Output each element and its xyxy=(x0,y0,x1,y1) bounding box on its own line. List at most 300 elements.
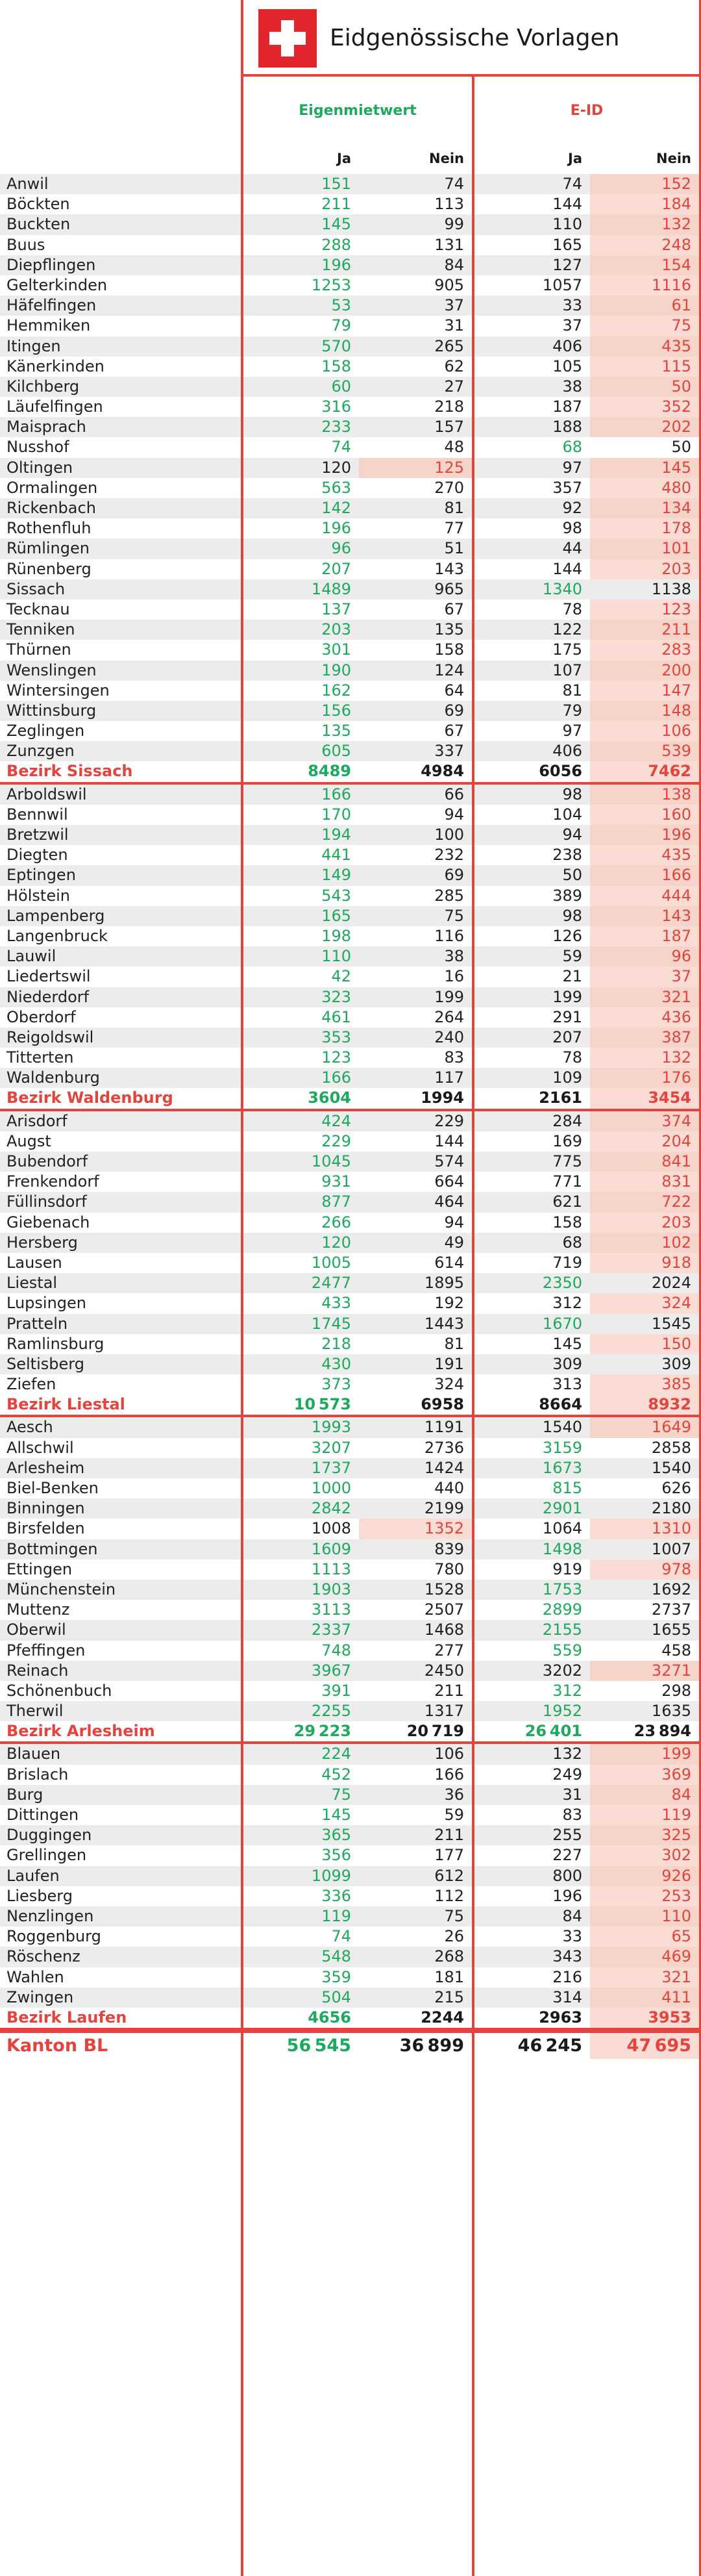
table-row xyxy=(0,1374,701,1395)
row-name: Füllinsdorf xyxy=(6,1193,87,1211)
eigenmietwert-nein-cell: 81 xyxy=(444,1334,464,1353)
row-name: Aesch xyxy=(6,1418,53,1437)
eid-nein-cell: 325 xyxy=(590,1825,699,1845)
table-row xyxy=(0,1641,701,1661)
eid-ja-cell: 207 xyxy=(552,1028,582,1046)
table-row xyxy=(0,1213,701,1233)
eid-ja-cell: 126 xyxy=(552,926,582,945)
row-name: Ettingen xyxy=(6,1559,73,1578)
row-name: Pfeffingen xyxy=(6,1641,86,1660)
row-name: Niederdorf xyxy=(6,987,90,1006)
eid-ja-cell: 2161 xyxy=(539,1089,582,1107)
row-name: Pratteln xyxy=(6,1314,68,1333)
eigenmietwert-ja-cell: 119 xyxy=(321,1906,351,1925)
eigenmietwert-nein-cell: 31 xyxy=(444,316,464,335)
eid-nein-cell: 160 xyxy=(590,805,699,825)
eid-nein-cell: 831 xyxy=(590,1172,699,1192)
eid-nein-cell: 469 xyxy=(590,1947,699,1967)
eigenmietwert-ja-cell: 2337 xyxy=(311,1621,351,1639)
table-row xyxy=(0,1111,701,1131)
eigenmietwert-ja-cell: 158 xyxy=(321,357,351,375)
eid-nein-cell: 1116 xyxy=(590,275,699,296)
eid-ja-cell: 83 xyxy=(562,1806,582,1824)
table-row xyxy=(0,437,701,457)
row-name: Therwil xyxy=(6,1702,64,1721)
row-name: Bezirk Waldenburg xyxy=(6,1089,173,1107)
eigenmietwert-nein-cell: 215 xyxy=(434,1988,464,2006)
eid-ja-cell: 33 xyxy=(562,296,582,315)
row-name: Brislach xyxy=(6,1765,69,1784)
eid-ja-cell: 771 xyxy=(552,1172,582,1191)
table-row xyxy=(0,1273,701,1293)
eigenmietwert-ja-cell: 1489 xyxy=(311,579,351,598)
eigenmietwert-nein-cell: 62 xyxy=(444,357,464,375)
row-name: Zeglingen xyxy=(6,722,85,740)
eigenmietwert-nein-cell: 106 xyxy=(434,1745,464,1763)
eid-nein-cell: 309 xyxy=(661,1354,691,1373)
row-name: Roggenburg xyxy=(6,1927,101,1946)
eid-nein-cell: 321 xyxy=(590,1967,699,1988)
eigenmietwert-nein-cell: 4984 xyxy=(421,762,464,781)
eid-ja-cell: 719 xyxy=(552,1253,582,1272)
eid-nein-cell: 176 xyxy=(590,1068,699,1088)
eigenmietwert-ja-cell: 149 xyxy=(321,866,351,885)
swiss-flag-icon xyxy=(258,9,317,68)
eid-ja-cell: 919 xyxy=(552,1559,582,1578)
eid-nein-cell: 61 xyxy=(590,296,699,316)
table-row xyxy=(0,1926,701,1947)
eigenmietwert-nein-cell: 285 xyxy=(434,886,464,905)
eigenmietwert-nein-cell: 144 xyxy=(434,1131,464,1150)
eid-ja-cell: 291 xyxy=(552,1007,582,1026)
row-name: Diegten xyxy=(6,846,68,865)
eigenmietwert-nein-cell: 112 xyxy=(434,1886,464,1905)
row-name: Tenniken xyxy=(6,620,75,639)
row-name: Nusshof xyxy=(6,438,69,457)
eid-ja-cell: 94 xyxy=(562,826,582,844)
row-name: Wenslingen xyxy=(6,661,97,679)
eigenmietwert-ja-cell: 563 xyxy=(321,478,351,497)
bezirk-total-row xyxy=(0,761,701,784)
table-row xyxy=(0,417,701,437)
table-row xyxy=(0,701,701,721)
eigenmietwert-nein-cell: 27 xyxy=(444,377,464,396)
table-row xyxy=(0,296,701,316)
eid-ja-cell: 312 xyxy=(552,1294,582,1313)
table-row xyxy=(0,1068,701,1088)
eigenmietwert-ja-cell: 3207 xyxy=(311,1438,351,1457)
eid-nein-cell: 3271 xyxy=(590,1661,699,1681)
eid-nein-cell: 722 xyxy=(590,1192,699,1212)
table-row xyxy=(0,1620,701,1640)
eid-nein-cell: 154 xyxy=(590,255,699,275)
table-row xyxy=(0,498,701,518)
table-row xyxy=(0,1866,701,1886)
eid-ja-cell: 38 xyxy=(562,377,582,396)
eigenmietwert-nein-cell: 83 xyxy=(444,1048,464,1067)
eid-ja-cell: 343 xyxy=(552,1947,582,1966)
eigenmietwert-nein-cell: 270 xyxy=(434,478,464,497)
eid-ja-cell: 97 xyxy=(562,722,582,740)
row-name: Langenbruck xyxy=(6,926,108,945)
eid-ja-cell: 81 xyxy=(562,681,582,700)
table-row xyxy=(0,741,701,761)
table-row xyxy=(0,886,701,906)
eigenmietwert-nein-cell: 211 xyxy=(434,1681,464,1700)
eid-ja-cell: 8664 xyxy=(539,1395,582,1414)
eigenmietwert-nein-cell: 125 xyxy=(359,458,472,478)
row-name: Buus xyxy=(6,235,45,254)
table-row xyxy=(0,1048,701,1068)
eid-ja-cell: 238 xyxy=(552,846,582,865)
row-name: Rünenberg xyxy=(6,559,92,578)
row-name: Eptingen xyxy=(6,866,76,885)
row-name: Liestal xyxy=(6,1274,58,1293)
eid-nein-cell: 1138 xyxy=(651,579,691,598)
eid-ja-cell: 122 xyxy=(552,620,582,639)
eigenmietwert-ja-cell: 3967 xyxy=(311,1661,351,1680)
eigenmietwert-nein-cell: 100 xyxy=(434,826,464,844)
eigenmietwert-nein-cell: 84 xyxy=(444,255,464,274)
eigenmietwert-ja-cell: 301 xyxy=(321,640,351,659)
eigenmietwert-nein-cell: 181 xyxy=(434,1967,464,1986)
row-name: Rickenbach xyxy=(6,499,96,517)
table-row xyxy=(0,1539,701,1559)
eid-ja-cell: 92 xyxy=(562,499,582,517)
eigenmietwert-nein-cell: 464 xyxy=(434,1193,464,1211)
table-row xyxy=(0,1988,701,2008)
row-name: Wittinsburg xyxy=(6,701,97,720)
table-row xyxy=(0,1314,701,1334)
eigenmietwert-nein-cell: 143 xyxy=(434,559,464,578)
table-row xyxy=(0,1559,701,1580)
eid-ja-cell: 46 245 xyxy=(517,2036,582,2056)
table-row xyxy=(0,661,701,681)
eid-nein-cell: 199 xyxy=(590,1744,699,1764)
eid-nein-cell: 2024 xyxy=(651,1274,691,1293)
row-name: Seltisberg xyxy=(6,1354,84,1373)
row-name: Binningen xyxy=(6,1499,85,1518)
row-name: Bretzwil xyxy=(6,826,69,844)
eigenmietwert-ja-cell: 198 xyxy=(321,926,351,945)
eid-ja-cell: 2963 xyxy=(539,2008,582,2027)
table-row xyxy=(0,1519,701,1539)
eigenmietwert-ja-cell: 170 xyxy=(321,805,351,824)
eigenmietwert-ja-cell: 120 xyxy=(321,1233,351,1252)
eid-nein-cell: 926 xyxy=(590,1866,699,1886)
eigenmietwert-nein-cell: 74 xyxy=(444,175,464,193)
eigenmietwert-nein-cell: 116 xyxy=(434,926,464,945)
eid-nein-cell: 145 xyxy=(590,458,699,478)
bezirk-total-row xyxy=(0,1721,701,1744)
eigenmietwert-ja-cell: 229 xyxy=(321,1131,351,1150)
eid-nein-cell: 387 xyxy=(590,1028,699,1048)
eigenmietwert-nein-cell: 965 xyxy=(434,579,464,598)
eid-nein-cell: 978 xyxy=(590,1559,699,1580)
eid-ja-cell: 84 xyxy=(562,1906,582,1925)
eigenmietwert-ja-cell: 166 xyxy=(321,785,351,803)
row-name: Zwingen xyxy=(6,1988,74,2006)
eid-nein-cell: 1692 xyxy=(651,1580,691,1598)
table-row xyxy=(0,600,701,620)
eid-nein-cell: 444 xyxy=(590,886,699,906)
row-name: Ziefen xyxy=(6,1375,56,1394)
eigenmietwert-ja-cell: 224 xyxy=(321,1745,351,1763)
eid-nein-cell: 102 xyxy=(590,1233,699,1253)
eid-ja-cell: 621 xyxy=(552,1193,582,1211)
eigenmietwert-ja-cell: 56 545 xyxy=(286,2036,351,2056)
eid-ja-cell: 309 xyxy=(552,1354,582,1373)
table-row xyxy=(0,458,701,478)
row-name: Lupsingen xyxy=(6,1294,86,1313)
row-name: Arboldswil xyxy=(6,785,87,803)
eid-nein-cell: 150 xyxy=(590,1334,699,1354)
eid-nein-cell: 3953 xyxy=(590,2008,699,2028)
row-name: Arisdorf xyxy=(6,1111,68,1130)
eigenmietwert-ja-cell: 1099 xyxy=(311,1866,351,1885)
eid-nein-cell: 1649 xyxy=(590,1417,699,1437)
eigenmietwert-nein-cell: 1191 xyxy=(424,1418,464,1437)
eigenmietwert-nein-cell: 94 xyxy=(444,805,464,824)
eid-nein-cell: 1540 xyxy=(651,1458,691,1477)
table-row xyxy=(0,865,701,885)
eigenmietwert-ja-cell: 233 xyxy=(321,418,351,436)
eigenmietwert-ja-cell: 391 xyxy=(321,1681,351,1700)
eigenmietwert-nein-cell: 211 xyxy=(434,1826,464,1845)
table-row xyxy=(0,174,701,194)
row-name: Bezirk Arlesheim xyxy=(6,1722,155,1741)
eigenmietwert-ja-cell: 142 xyxy=(321,499,351,517)
eid-nein-cell: 132 xyxy=(590,214,699,234)
eigenmietwert-nein-cell: 1317 xyxy=(424,1702,464,1721)
eigenmietwert-nein-cell: 158 xyxy=(434,640,464,659)
table-row xyxy=(0,1805,701,1825)
eigenmietwert-ja-cell: 323 xyxy=(321,987,351,1006)
row-name: Anwil xyxy=(6,175,49,193)
eigenmietwert-ja-cell: 2842 xyxy=(311,1499,351,1518)
eid-nein-cell: 119 xyxy=(590,1805,699,1825)
table-row xyxy=(0,1600,701,1620)
eigenmietwert-nein-cell: 59 xyxy=(444,1806,464,1824)
table-row xyxy=(0,1131,701,1152)
eid-ja-cell: 406 xyxy=(552,742,582,761)
eid-nein-cell: 65 xyxy=(590,1926,699,1947)
eigenmietwert-ja-cell: 4656 xyxy=(308,2008,351,2027)
table-row xyxy=(0,194,701,214)
eigenmietwert-ja-cell: 3113 xyxy=(311,1600,351,1619)
eid-nein-cell: 96 xyxy=(590,946,699,966)
eigenmietwert-ja-cell: 3604 xyxy=(308,1089,351,1107)
eigenmietwert-nein-cell: 1443 xyxy=(424,1314,464,1333)
row-name: Dittingen xyxy=(6,1806,79,1824)
table-row xyxy=(0,640,701,660)
row-name: Zunzgen xyxy=(6,742,75,761)
table-row xyxy=(0,785,701,805)
eigenmietwert-ja-cell: 877 xyxy=(321,1193,351,1211)
eid-ja-cell: 187 xyxy=(552,398,582,416)
eid-ja-cell: 37 xyxy=(562,316,582,335)
row-name: Thürnen xyxy=(6,640,71,659)
row-name: Oberwil xyxy=(6,1621,66,1639)
table-row xyxy=(0,1007,701,1028)
eid-ja-cell: 78 xyxy=(562,1048,582,1067)
eid-ja-cell: 144 xyxy=(552,559,582,578)
table-row xyxy=(0,620,701,640)
table-row xyxy=(0,845,701,865)
table-row xyxy=(0,1580,701,1600)
table-row xyxy=(0,397,701,417)
row-name: Gelterkinden xyxy=(6,275,108,294)
row-name: Böckten xyxy=(6,195,70,214)
eid-nein-cell: 123 xyxy=(590,600,699,620)
eid-ja-cell: 144 xyxy=(552,195,582,214)
eid-nein-cell: 321 xyxy=(590,987,699,1007)
eigenmietwert-ja-cell: 288 xyxy=(321,235,351,254)
eigenmietwert-nein-cell: 124 xyxy=(434,661,464,679)
row-name: Sissach xyxy=(6,579,66,598)
eigenmietwert-ja-cell: 165 xyxy=(321,906,351,925)
table-row xyxy=(0,1152,701,1172)
table-row xyxy=(0,966,701,987)
row-name: Laufen xyxy=(6,1866,60,1885)
eid-nein-cell: 374 xyxy=(590,1111,699,1131)
eid-nein-cell: 134 xyxy=(590,498,699,518)
eid-ja-cell: 815 xyxy=(552,1479,582,1497)
row-name: Rothenfluh xyxy=(6,519,92,538)
row-name: Liedertswil xyxy=(6,967,91,986)
row-name: Oberdorf xyxy=(6,1007,76,1026)
table-row xyxy=(0,1354,701,1374)
table-row xyxy=(0,1293,701,1313)
eid-ja-cell: 1340 xyxy=(542,579,582,598)
eigenmietwert-ja-header: Ja xyxy=(337,151,351,166)
eigenmietwert-ja-cell: 60 xyxy=(331,377,351,396)
row-name: Bezirk Sissach xyxy=(6,762,133,781)
eigenmietwert-ja-cell: 1745 xyxy=(311,1314,351,1333)
eigenmietwert-ja-cell: 203 xyxy=(321,620,351,639)
eid-nein-cell: 147 xyxy=(590,681,699,701)
eigenmietwert-nein-cell: 51 xyxy=(444,539,464,558)
eid-ja-cell: 109 xyxy=(552,1068,582,1087)
eid-ja-cell: 78 xyxy=(562,600,582,618)
eid-nein-cell: 2180 xyxy=(651,1499,691,1518)
eid-ja-cell: 175 xyxy=(552,640,582,659)
table-row xyxy=(0,518,701,538)
row-name: Känerkinden xyxy=(6,357,105,375)
eid-ja-cell: 145 xyxy=(552,1334,582,1353)
row-name: Häfelfingen xyxy=(6,296,97,315)
row-name: Hölstein xyxy=(6,886,70,905)
table-row xyxy=(0,721,701,741)
eigenmietwert-ja-cell: 75 xyxy=(331,1785,351,1804)
eid-nein-cell: 3454 xyxy=(590,1088,699,1108)
table-row xyxy=(0,1765,701,1785)
eid-ja-cell: 313 xyxy=(552,1375,582,1394)
eid-nein-cell: 324 xyxy=(590,1293,699,1313)
eigenmietwert-ja-cell: 137 xyxy=(321,600,351,618)
table-row xyxy=(0,1458,701,1478)
eigenmietwert-nein-cell: 905 xyxy=(434,275,464,294)
eigenmietwert-ja-cell: 218 xyxy=(321,1334,351,1353)
eid-ja-cell: 196 xyxy=(552,1886,582,1905)
eid-nein-cell: 411 xyxy=(590,1988,699,2008)
eigenmietwert-ja-cell: 1253 xyxy=(311,275,351,294)
table-row xyxy=(0,336,701,357)
eid-ja-cell: 1670 xyxy=(542,1314,582,1333)
table-row xyxy=(0,1417,701,1437)
row-name: Tecknau xyxy=(6,600,70,618)
row-name: Rümlingen xyxy=(6,539,90,558)
eigenmietwert-nein-cell: 574 xyxy=(434,1152,464,1170)
eid-nein-cell: 106 xyxy=(590,721,699,741)
eid-ja-cell: 1064 xyxy=(542,1519,582,1538)
eid-ja-cell: 3159 xyxy=(542,1438,582,1457)
eigenmietwert-ja-cell: 461 xyxy=(321,1007,351,1026)
eigenmietwert-nein-cell: 1895 xyxy=(424,1274,464,1293)
eigenmietwert-nein-cell: 26 xyxy=(444,1927,464,1946)
eid-nein-cell: 50 xyxy=(590,377,699,397)
table-row xyxy=(0,825,701,845)
kanton-total-row xyxy=(0,2030,701,2056)
table-row xyxy=(0,478,701,498)
eid-ja-cell: 357 xyxy=(552,478,582,497)
eid-ja-cell: 74 xyxy=(562,175,582,193)
row-name: Blauen xyxy=(6,1745,61,1763)
eid-nein-cell: 8932 xyxy=(590,1395,699,1415)
eid-ja-cell: 255 xyxy=(552,1826,582,1845)
table-row xyxy=(0,1438,701,1458)
eigenmietwert-ja-cell: 151 xyxy=(321,175,351,193)
eigenmietwert-ja-cell: 748 xyxy=(321,1641,351,1660)
row-name: Ormalingen xyxy=(6,478,98,497)
eid-ja-cell: 227 xyxy=(552,1846,582,1865)
eigenmietwert-ja-cell: 570 xyxy=(321,336,351,355)
eid-ja-cell: 68 xyxy=(562,438,582,457)
eid-ja-cell: 169 xyxy=(552,1131,582,1150)
eid-ja-cell: 199 xyxy=(552,987,582,1006)
row-name: Liesberg xyxy=(6,1886,73,1905)
eid-nein-cell: 84 xyxy=(590,1785,699,1805)
table-row xyxy=(0,316,701,336)
eigenmietwert-nein-cell: 131 xyxy=(434,235,464,254)
eid-nein-cell: 352 xyxy=(590,397,699,417)
row-name: Waldenburg xyxy=(6,1068,100,1087)
eid-ja-cell: 50 xyxy=(562,866,582,885)
eid-ja-cell: 44 xyxy=(562,539,582,558)
eigenmietwert-ja-cell: 504 xyxy=(321,1988,351,2006)
eid-nein-cell: 2737 xyxy=(651,1600,691,1619)
eid-ja-cell: 98 xyxy=(562,519,582,538)
eigenmietwert-nein-cell: 67 xyxy=(444,600,464,618)
row-name: Birsfelden xyxy=(6,1519,85,1538)
table-row xyxy=(0,946,701,966)
eigenmietwert-nein-cell: 1424 xyxy=(424,1458,464,1477)
eigenmietwert-ja-cell: 53 xyxy=(331,296,351,315)
row-name: Diepflingen xyxy=(6,255,96,274)
eigenmietwert-ja-cell: 2477 xyxy=(311,1274,351,1293)
eid-ja-cell: 2901 xyxy=(542,1499,582,1518)
row-name: Nenzlingen xyxy=(6,1906,94,1925)
row-name: Röschenz xyxy=(6,1947,80,1966)
eigenmietwert-nein-cell: 2199 xyxy=(424,1499,464,1518)
table-row xyxy=(0,926,701,946)
eigenmietwert-ja-cell: 74 xyxy=(331,1927,351,1946)
eid-ja-cell: 2155 xyxy=(542,1621,582,1639)
eigenmietwert-nein-cell: 664 xyxy=(434,1172,464,1191)
eigenmietwert-nein-cell: 614 xyxy=(434,1253,464,1272)
row-name: Münchenstein xyxy=(6,1580,116,1598)
eid-ja-cell: 6056 xyxy=(539,762,582,781)
